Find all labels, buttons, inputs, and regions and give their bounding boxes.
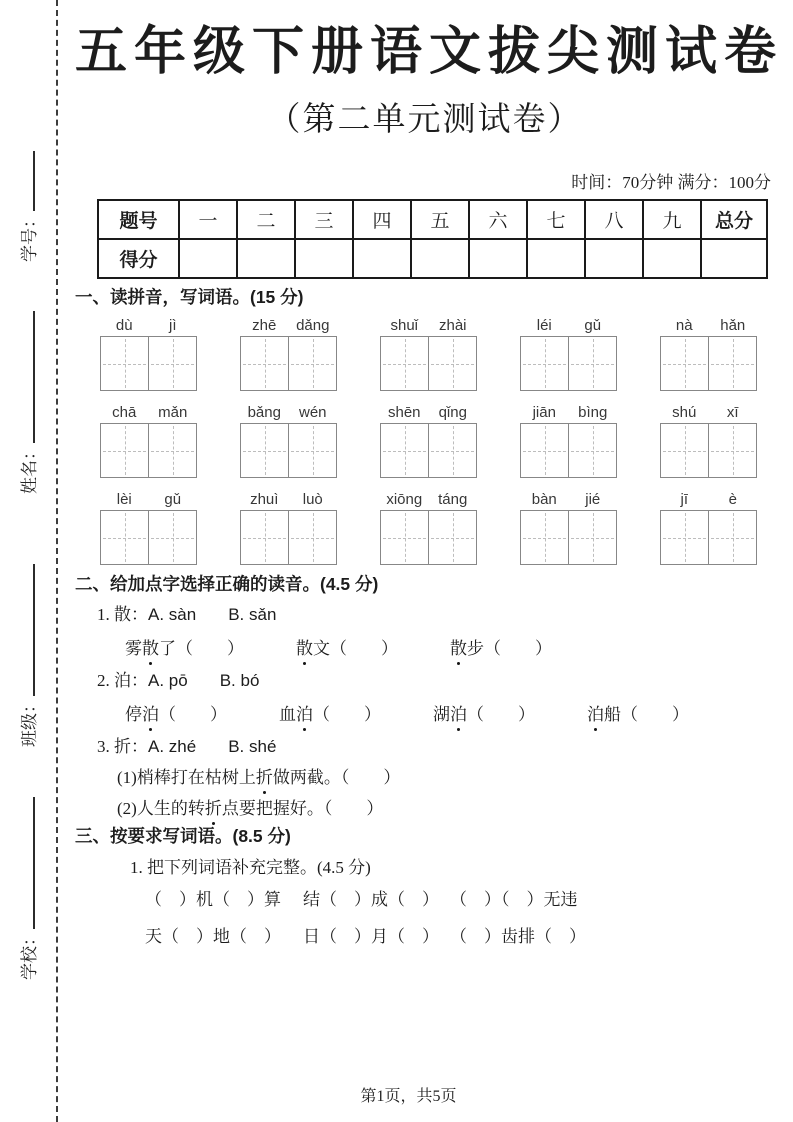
score-cell (295, 239, 353, 278)
score-col-9: 九 (643, 200, 701, 239)
question-2-3-stem: 3. 折：A. zhé B. shé (97, 737, 277, 756)
writing-grid (660, 423, 757, 478)
pinyin-row-1 (100, 312, 775, 391)
writing-grid (100, 510, 197, 565)
grid-cell (381, 337, 428, 390)
option-b: B. bó (219, 671, 260, 690)
grid-cell (148, 511, 196, 564)
fill-word: （ ）（ ）无违 (450, 890, 578, 909)
score-cell (585, 239, 643, 278)
grid-cell (288, 424, 336, 477)
student-number-blank (17, 151, 35, 211)
grid-cell (101, 424, 148, 477)
score-cell-total (701, 239, 767, 278)
grid-cell (288, 337, 336, 390)
school-blank (17, 797, 35, 929)
score-cell (411, 239, 469, 278)
fill-word: 天（ ）地（ ） (145, 927, 281, 946)
option-a: A. sàn (148, 605, 197, 624)
grid-cell (241, 424, 288, 477)
dotted-char: 折 (205, 797, 222, 821)
score-cell (353, 239, 411, 278)
grid-cell (428, 337, 476, 390)
paper-subtitle: （第二单元测试卷） (267, 102, 583, 138)
writing-grid (380, 336, 477, 391)
score-cell (469, 239, 527, 278)
time-score-info: 时间：70分钟 满分：100分 (571, 173, 771, 192)
choice-word: 血泊（ ） (279, 703, 381, 727)
grid-cell (148, 424, 196, 477)
writing-grid (100, 336, 197, 391)
grid-cell (148, 337, 196, 390)
pinyin-pair: bàn jié (531, 491, 601, 508)
writing-grid (240, 423, 337, 478)
writing-grid (240, 510, 337, 565)
pinyin-pair: chā mǎn (112, 404, 188, 421)
pinyin-pair: jiān bìng (532, 404, 608, 421)
score-cell (237, 239, 295, 278)
dotted-char: 散 (296, 637, 313, 661)
grid-cell (428, 424, 476, 477)
word-group (660, 312, 757, 391)
word-group (100, 312, 197, 391)
word-group (100, 486, 197, 565)
pinyin-pair: shēn qǐng (387, 404, 467, 421)
paper-title: 五年级下册语文拔尖测试卷 (75, 24, 784, 81)
grid-cell (521, 424, 568, 477)
dashed-cut-line (56, 0, 58, 1122)
choice-word: 散步（ ） (450, 637, 552, 661)
grid-cell (428, 511, 476, 564)
pinyin-pair: zhē dǎng (252, 317, 330, 334)
option-b: B. shé (228, 737, 277, 756)
dotted-char: 泊 (142, 703, 159, 727)
fill-word: （ ）机（ ）算 (145, 890, 281, 909)
dotted-char: 泊 (587, 703, 604, 727)
dotted-char: 折 (256, 766, 273, 790)
grid-cell (241, 511, 288, 564)
choice-word: 停泊（ ） (125, 703, 227, 727)
pinyin-pair: lèi gǔ (116, 491, 182, 508)
pinyin-pair: nà hǎn (675, 317, 746, 334)
word-group (520, 486, 617, 565)
grid-cell (521, 337, 568, 390)
score-table-score-label: 得分 (98, 239, 179, 278)
school-label: 学校： (20, 929, 39, 980)
class-blank (17, 564, 35, 696)
word-group (660, 399, 757, 478)
word-group (240, 312, 337, 391)
option-a: A. pō (148, 671, 188, 690)
section3-sub-item-1: 1. 把下列词语补充完整。(4.5 分) (130, 858, 371, 877)
grid-cell (381, 424, 428, 477)
question-2-1-words (125, 637, 775, 661)
score-col-8: 八 (585, 200, 643, 239)
section1-heading: 一、读拼音，写词语。(15 分) (75, 287, 304, 307)
question-2-3-sentence-1: (1)梢棒打在枯树上折做两截。（ ） (117, 766, 775, 790)
word-group (240, 486, 337, 565)
score-col-5: 五 (411, 200, 469, 239)
score-col-7: 七 (527, 200, 585, 239)
page-number: 第1页，共5页 (360, 1088, 457, 1105)
score-col-total: 总分 (701, 200, 767, 239)
sidebar-field-school (15, 797, 40, 980)
score-col-1: 一 (179, 200, 237, 239)
writing-grid (380, 423, 477, 478)
grid-cell (708, 337, 756, 390)
word-group (380, 486, 477, 565)
pinyin-pair: zhuì luò (250, 491, 323, 508)
fill-words-row-1 (145, 887, 775, 913)
score-table-header-row (98, 200, 767, 239)
grid-cell (568, 511, 616, 564)
score-col-6: 六 (469, 200, 527, 239)
sidebar-field-student-number (15, 151, 40, 262)
writing-grid (240, 336, 337, 391)
sidebar-field-class (15, 564, 40, 747)
question-2-2-stem: 2. 泊：A. pō B. bó (97, 671, 260, 690)
option-a: A. zhé (148, 737, 197, 756)
fill-word: 日（ ）月（ ） (303, 927, 439, 946)
grid-cell (381, 511, 428, 564)
fill-word: （ ）齿排（ ） (450, 927, 586, 946)
score-col-4: 四 (353, 200, 411, 239)
dotted-char: 散 (142, 637, 159, 661)
word-group (100, 399, 197, 478)
choice-word: 雾散了（ ） (125, 637, 244, 661)
score-table (97, 199, 768, 279)
grid-cell (661, 424, 708, 477)
paper-body (75, 0, 784, 950)
writing-grid (100, 423, 197, 478)
pinyin-pair: jī è (680, 491, 737, 508)
score-cell (527, 239, 585, 278)
writing-grid (660, 510, 757, 565)
grid-cell (101, 511, 148, 564)
grid-cell (288, 511, 336, 564)
student-number-label: 学号： (20, 211, 39, 262)
dotted-char: 泊 (296, 703, 313, 727)
word-group (380, 312, 477, 391)
dotted-char: 散 (450, 637, 467, 661)
score-table-score-row (98, 239, 767, 278)
writing-grid (520, 336, 617, 391)
grid-cell (661, 511, 708, 564)
grid-cell (708, 511, 756, 564)
grid-cell (568, 424, 616, 477)
pinyin-pair: léi gǔ (536, 317, 602, 334)
choice-word: 湖泊（ ） (433, 703, 535, 727)
grid-cell (661, 337, 708, 390)
pinyin-row-3 (100, 486, 775, 565)
score-col-3: 三 (295, 200, 353, 239)
pinyin-pair: shuǐ zhài (390, 317, 467, 334)
dotted-char: 泊 (450, 703, 467, 727)
pinyin-row-2 (100, 399, 775, 478)
pinyin-pair: bǎng wén (247, 404, 327, 421)
grid-cell (521, 511, 568, 564)
name-blank (17, 311, 35, 443)
sidebar-field-name (15, 311, 40, 494)
writing-grid (660, 336, 757, 391)
pinyin-pair: dù jì (115, 317, 177, 334)
pinyin-pair: xiōng táng (386, 491, 468, 508)
class-label: 班级： (20, 696, 39, 747)
fill-words-row-2 (145, 924, 775, 950)
question-2-1-stem: 1. 散：A. sàn B. sǎn (97, 605, 277, 624)
section2-heading: 二、给加点字选择正确的读音。(4.5 分) (75, 574, 379, 594)
grid-cell (708, 424, 756, 477)
grid-cell (241, 337, 288, 390)
word-group (520, 312, 617, 391)
writing-grid (520, 510, 617, 565)
score-cell (643, 239, 701, 278)
question-2-3-sentence-2: (2)人生的转折点要把握好。（ ） (117, 797, 775, 821)
section3-heading: 三、按要求写词语。(8.5 分) (75, 826, 291, 846)
score-table-question-label: 题号 (98, 200, 179, 239)
choice-word: 泊船（ ） (587, 703, 689, 727)
option-b: B. sǎn (228, 605, 277, 624)
word-group (520, 399, 617, 478)
choice-word: 散文（ ） (296, 637, 398, 661)
grid-cell (568, 337, 616, 390)
word-group (240, 399, 337, 478)
writing-grid (520, 423, 617, 478)
score-col-2: 二 (237, 200, 295, 239)
score-cell (179, 239, 237, 278)
writing-grid (380, 510, 477, 565)
pinyin-pair: shú xī (672, 404, 739, 421)
word-group (660, 486, 757, 565)
grid-cell (101, 337, 148, 390)
name-label: 姓名： (20, 443, 39, 494)
word-group (380, 399, 477, 478)
question-2-2-words (125, 703, 775, 727)
fill-word: 结（ ）成（ ） (303, 890, 439, 909)
